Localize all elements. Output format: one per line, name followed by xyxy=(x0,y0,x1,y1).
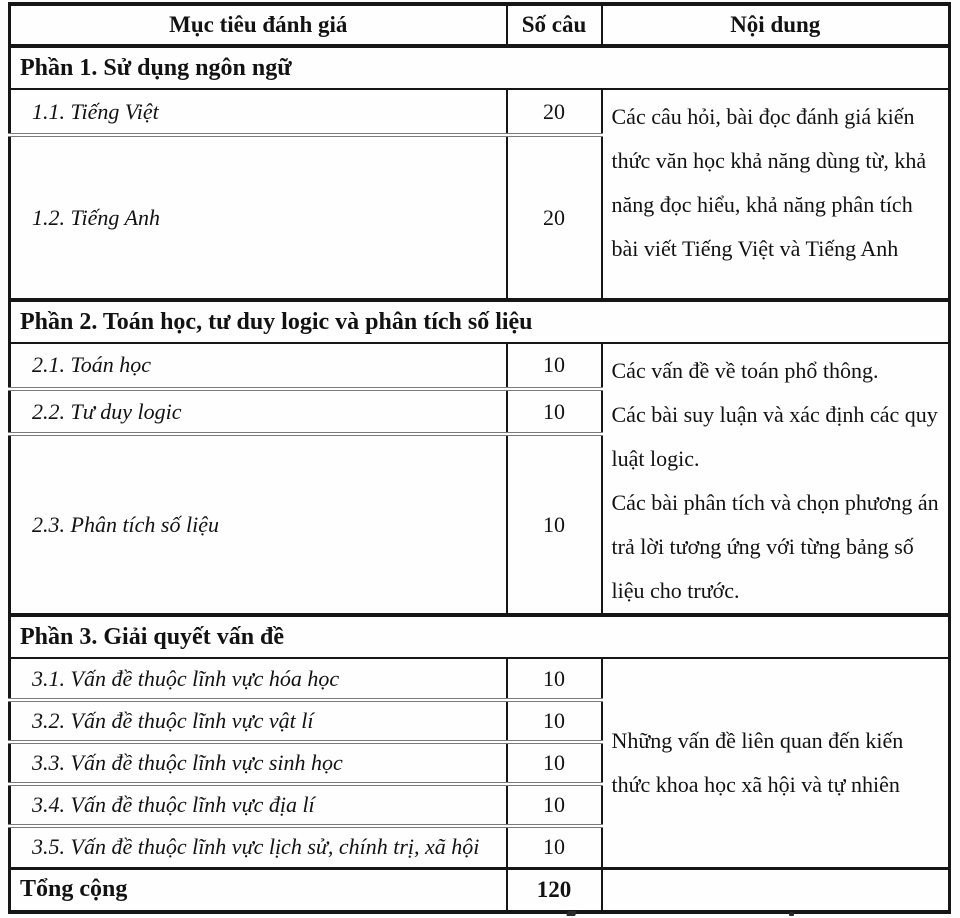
cutoff-text-fragment xyxy=(566,911,577,916)
row-2-2-label: 2.2. Tư duy logic xyxy=(10,389,507,435)
section-2-content-paragraph: Các bài phân tích và chọn phương án trả lời tương ứng với từng bảng số liệu cho trước. xyxy=(611,490,939,603)
row-3-4-count: 10 xyxy=(507,784,602,826)
total-count: 120 xyxy=(507,868,602,912)
row-3-2-label: 3.2. Vấn đề thuộc lĩnh vực vật lí xyxy=(10,700,507,742)
section-3-title: Phần 3. Giải quyết vấn đề xyxy=(10,615,950,658)
row-3-2-count: 10 xyxy=(507,700,602,742)
row-1-1-count: 20 xyxy=(507,89,602,135)
row-2-3-label: 2.3. Phân tích số liệu xyxy=(10,434,507,615)
row-3-3-label: 3.3. Vấn đề thuộc lĩnh vực sinh học xyxy=(10,742,507,784)
col-header-content: Nội dung xyxy=(602,4,950,46)
section-1-header-row xyxy=(10,46,950,89)
row-2-1-label: 2.1. Toán học xyxy=(10,343,507,389)
section-2-content-paragraph: Các vấn đề về toán phổ thông. xyxy=(611,358,879,383)
col-header-objective: Mục tiêu đánh giá xyxy=(10,4,507,46)
section-2-title: Phần 2. Toán học, tư duy logic và phân tích số liệu xyxy=(10,300,950,343)
row-1-2-count: 20 xyxy=(507,135,602,300)
row-3-4-label: 3.4. Vấn đề thuộc lĩnh vực địa lí xyxy=(10,784,507,826)
section-3-content-paragraph: Những vấn đề liên quan đến kiến thức khoa học xã hội và tự nhiên xyxy=(611,727,904,797)
row-3-5-count: 10 xyxy=(507,826,602,868)
total-label: Tổng cộng xyxy=(10,868,507,912)
total-empty-cell xyxy=(602,868,950,912)
row-2-1-count: 10 xyxy=(507,343,602,389)
col-header-question-count: Số câu xyxy=(507,4,602,46)
section-2-content-paragraph: Các bài suy luận và xác định các quy luật logic. xyxy=(611,402,938,471)
row-3-1-count: 10 xyxy=(507,658,602,700)
total-row xyxy=(10,868,950,912)
row-1-1-label: 1.1. Tiếng Việt xyxy=(10,89,507,135)
row-2-3-count: 10 xyxy=(507,434,602,615)
table-row xyxy=(10,89,950,135)
row-1-2-label: 1.2. Tiếng Anh xyxy=(10,135,507,300)
section-1-content-paragraph: Các câu hỏi, bài đọc đánh giá kiến thức văn học khả năng dùng từ, khả năng đọc hiểu, khả năng phân tích bài viết Tiếng Việt và Tiếng Anh xyxy=(611,104,927,261)
row-3-1-label: 3.1. Vấn đề thuộc lĩnh vực hóa học xyxy=(10,658,507,700)
section-3-header-row xyxy=(10,615,950,658)
table-row xyxy=(10,343,950,389)
section-2-header-row xyxy=(10,300,950,343)
row-2-2-count: 10 xyxy=(507,389,602,435)
table-row xyxy=(10,658,950,700)
row-3-5-label: 3.5. Vấn đề thuộc lĩnh vực lịch sử, chính trị, xã hội xyxy=(10,826,507,868)
cutoff-text-fragment xyxy=(789,912,794,916)
header-row xyxy=(10,4,950,46)
section-1-title: Phần 1. Sử dụng ngôn ngữ xyxy=(10,46,950,89)
section-3-content-cell xyxy=(602,658,950,868)
section-2-content-cell xyxy=(602,343,950,615)
section-1-content-cell xyxy=(602,89,950,300)
exam-structure-table xyxy=(8,2,951,914)
row-3-3-count: 10 xyxy=(507,742,602,784)
